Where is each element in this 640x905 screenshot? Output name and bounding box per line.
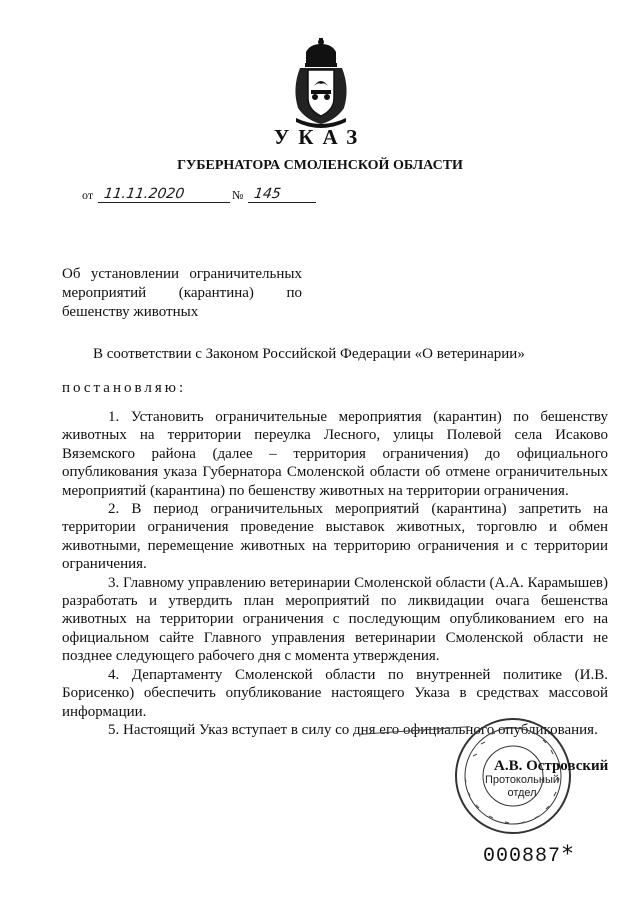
decree-subject bbox=[62, 265, 302, 322]
number-value: 145 bbox=[252, 186, 282, 202]
stamp-note bbox=[485, 774, 559, 800]
paragraph: 1. Установить ограничительные мероприятия (карантин) по бешенству животных на территории переулка Лесного, улицы Полевой села Исаково Вяземского района (далее – территория ограничения) до официального опубликования указа Губернатора Смоленской области об отмене ограничительных мероприятий (карантина) по бешенству животных на территории ограничения. bbox=[62, 409, 608, 499]
date-number-line bbox=[82, 183, 342, 207]
paragraph: 2. В период ограничительных мероприятий (карантина) запретить на территории ограничения проведение выставок животных, торговлю и обмен животными, перемещение животных на территорию ограничения и с территории ограничения. bbox=[62, 501, 608, 573]
serial-number: 000887 bbox=[483, 845, 562, 868]
paragraph: 5. Настоящий Указ вступает в силу со дня его официального опубликования. bbox=[108, 721, 598, 738]
document-subtitle: ГУБЕРНАТОРА СМОЛЕНСКОЙ ОБЛАСТИ bbox=[177, 158, 463, 173]
paragraph: 4. Департаменту Смоленской области по внутренней политике (И.В. Борисенко) обеспечить опубликование настоящего Указа в средствах массовой информации. bbox=[62, 666, 608, 720]
document-title: УКАЗ bbox=[273, 125, 367, 149]
decree-body bbox=[62, 408, 608, 739]
preamble: В соответствии с Законом Российской Федерации «О ветеринарии» bbox=[93, 346, 525, 362]
number-label: № bbox=[232, 188, 244, 202]
coat-of-arms-icon bbox=[288, 38, 354, 130]
subject-line: Об установлении ограничительных bbox=[62, 266, 302, 282]
paragraph: 3. Главному управлению ветеринарии Смоленской области (А.А. Карамышев) разработать и утвердить план мероприятий по ликвидации очага бешенства животных на территории ограничения с последующим опубликованием его на официальном сайте Главного управления ветеринарии Смоленской области не позднее следующего рабочего дня с момента утверждения. bbox=[62, 574, 608, 665]
signer-name: А.В. Островский bbox=[494, 758, 609, 774]
date-value: 11.11.2020 bbox=[102, 186, 186, 202]
serial-mark: * bbox=[562, 842, 573, 867]
date-label: от bbox=[82, 188, 94, 202]
subject-line: мероприятий (карантина) по bbox=[62, 285, 302, 301]
decree-word: постановляю: bbox=[62, 380, 187, 396]
subject-line: бешенству животных bbox=[62, 304, 199, 320]
stamp-note-line: отдел bbox=[507, 787, 537, 799]
stamp-note-line: Протокольный bbox=[485, 774, 560, 786]
